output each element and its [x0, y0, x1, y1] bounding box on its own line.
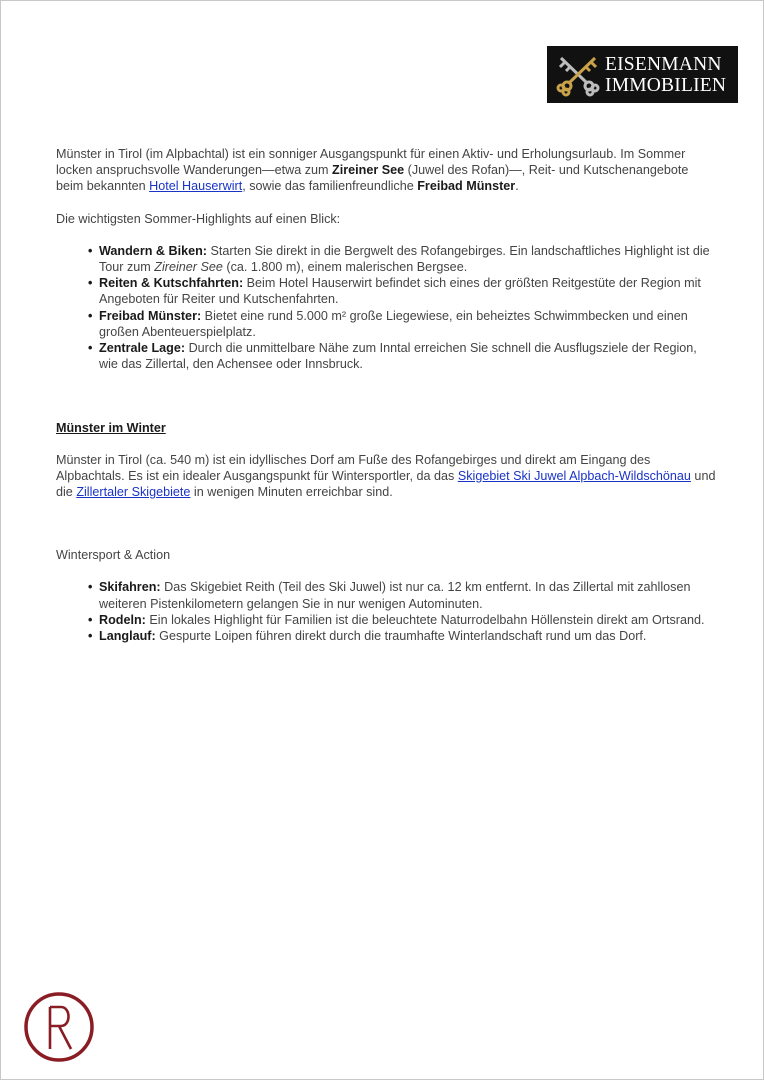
summer-highlights-list: [56, 243, 716, 373]
item-label: Langlauf:: [99, 629, 156, 644]
summer-highlights-heading: Die wichtigsten Sommer-Highlights auf einen Blick:: [56, 211, 341, 226]
text-span: , sowie das familienfreundliche: [242, 179, 418, 194]
company-logo: [547, 46, 738, 103]
item-text: Durch die unmittelbare Nähe zum Inntal erreichen Sie schnell die Ausflugsziele der Region, wie das Zillertal, den Achensee oder Innsbruck.: [99, 341, 697, 372]
winter-intro-paragraph: [56, 452, 716, 501]
item-text: Starten Sie direkt in die Bergwelt des Rofangebirges. Ein landschaftliches Highlight ist die Tour zum: [99, 243, 710, 275]
list-item: [99, 579, 716, 611]
item-label: Skifahren:: [99, 580, 161, 595]
item-emphasis: Zireiner See: [154, 260, 223, 275]
crossed-keys-icon: [555, 53, 601, 97]
item-text: Gespurte Loipen führen direkt durch die traumhafte Winterlandschaft rund um das Dorf.: [155, 629, 647, 644]
zireiner-see-bold: Zireiner See: [332, 163, 405, 178]
main-content: [56, 146, 716, 644]
list-item: [99, 275, 716, 307]
item-label: Rodeln:: [99, 612, 146, 627]
logo-line1: EISENMANN: [605, 53, 722, 75]
summer-intro-paragraph: [56, 146, 716, 195]
list-item: [99, 340, 716, 372]
text-span: in wenigen Minuten erreichbar sind.: [190, 485, 393, 500]
list-item: [99, 308, 716, 340]
item-text: Ein lokales Highlight für Familien ist die beleuchtete Naturrodelbahn Höllenstein direkt am Ortsrand.: [145, 612, 705, 627]
text-span: .: [515, 179, 519, 194]
winter-highlights-list: [56, 579, 716, 644]
hotel-hauserwirt-link[interactable]: Hotel Hauserwirt: [149, 179, 243, 194]
freibad-muenster-bold: Freibad Münster: [417, 179, 516, 194]
text-span: und die: [56, 468, 716, 500]
item-text: (ca. 1.800 m), einem malerischen Bergsee.: [222, 260, 468, 275]
list-item: [99, 612, 716, 628]
item-text: Das Skigebiet Reith (Teil des Ski Juwel) ist nur ca. 12 km entfernt. In das Zillertal mit zahllosen weiteren Pistenkilometern gelangen Sie in nur wenigen Autominuten.: [99, 580, 691, 611]
list-item: [99, 628, 716, 644]
item-label: Wandern & Biken:: [99, 243, 207, 258]
item-label: Zentrale Lage:: [99, 341, 186, 356]
r-monogram-icon: [23, 991, 95, 1063]
item-label: Reiten & Kutschfahrten:: [99, 276, 244, 291]
text-span: Münster in Tirol (im Alpbachtal) ist ein sonniger Ausgangspunkt für einen Aktiv- und Erholungsurlaub. Im Sommer locken anspruchsvolle Wanderungen—etwa zum: [56, 147, 686, 178]
winter-heading: Münster im Winter: [56, 421, 166, 436]
item-text: Bietet eine rund 5.000 m² große Liegewiese, ein beheiztes Schwimmbecken und einen großen Abenteuerspielplatz.: [99, 308, 688, 339]
text-span: Münster in Tirol (ca. 540 m) ist ein idyllisches Dorf am Fuße des Rofangebirges und direkt am Eingang des Alpbachtals. Es ist ein idealer Ausgangspunkt für Wintersportler, da das: [56, 452, 651, 483]
item-text: Beim Hotel Hauserwirt befindet sich eines der größten Reitgestüte der Region mit Angeboten für Reiter und Kutschenfahrten.: [99, 276, 701, 307]
item-label: Freibad Münster:: [99, 308, 202, 323]
list-item: [99, 243, 716, 275]
wintersport-subheading: Wintersport & Action: [56, 548, 171, 563]
text-span: (Juwel des Rofan)—, Reit- und Kutschenangebote beim bekannten: [56, 163, 689, 194]
logo-line2: IMMOBILIEN: [605, 74, 727, 96]
zillertaler-skigebiete-link[interactable]: Zillertaler Skigebiete: [76, 485, 191, 500]
ski-juwel-link[interactable]: Skigebiet Ski Juwel Alpbach-Wildschönau: [457, 468, 691, 483]
